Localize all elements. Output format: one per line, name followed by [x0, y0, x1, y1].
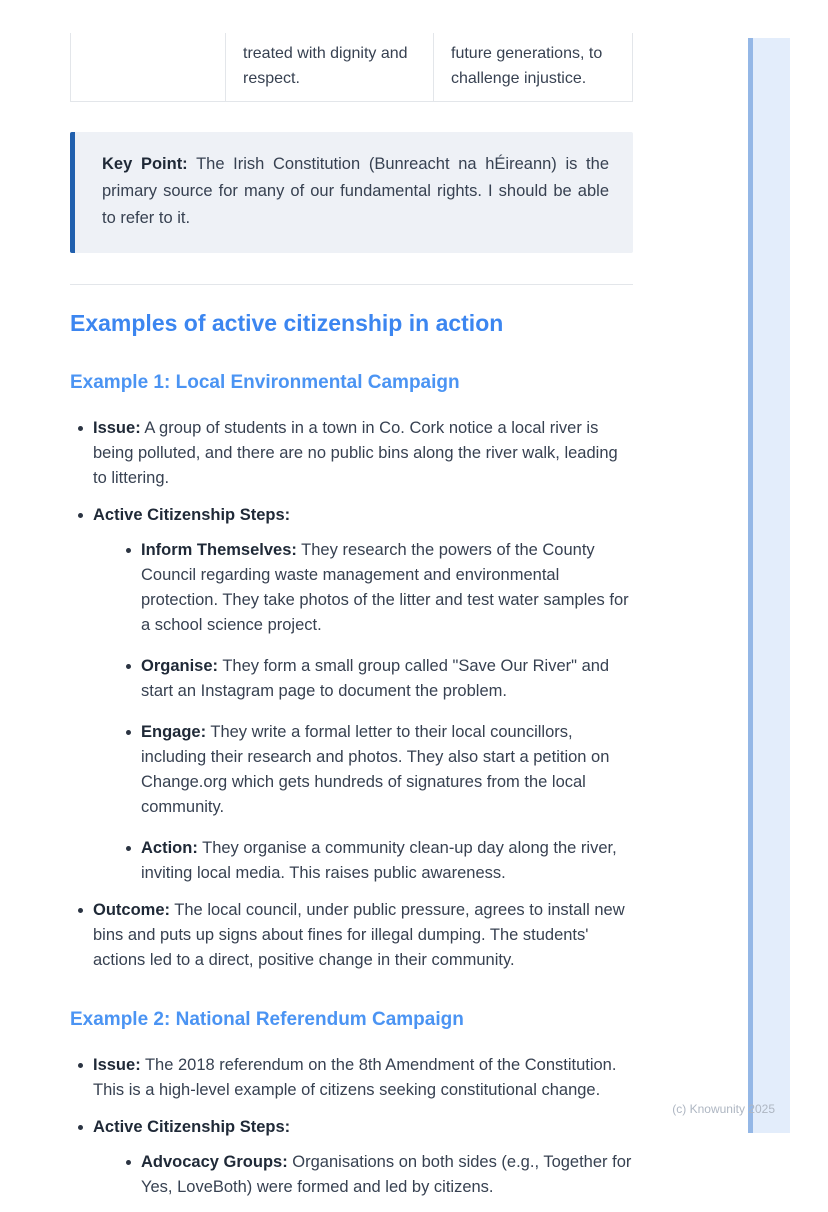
list-item-action: [118, 836, 633, 886]
example1-list: [70, 416, 633, 973]
table-fragment-row: [70, 33, 633, 102]
key-point-label: Key Point:: [102, 155, 188, 173]
list-item-advocacy: [118, 1150, 633, 1200]
list-item-text: A group of students in a town in Co. Cork notice a local river is being polluted, and there are no public bins along the river walk, leading to littering.: [93, 419, 618, 487]
example2-list: [70, 1053, 633, 1200]
list-item-text: They form a small group called "Save Our River" and start an Instagram page to document the problem.: [141, 657, 610, 700]
list-item-text: They research the powers of the County Council regarding waste management and environmental protection. They take photos of the litter and test water samples for a school science project.: [141, 541, 629, 634]
list-item-label: Engage:: [141, 723, 207, 741]
list-item-outcome: [70, 898, 633, 973]
list-item-text: The local council, under public pressure, agrees to install new bins and puts up signs about fines for illegal dumping. The students' actions led to a direct, positive change in their community.: [93, 901, 625, 969]
document-content: [70, 33, 633, 1212]
list-item-label: Issue:: [93, 1056, 141, 1074]
example1-steps-sublist: [118, 538, 633, 886]
list-item-text: The 2018 referendum on the 8th Amendment of the Constitution. This is a high-level example of citizens seeking constitutional change.: [93, 1056, 617, 1099]
table-cell-dignity: treated with dignity and respect.: [225, 33, 433, 101]
example2-steps-sublist: [118, 1150, 633, 1200]
list-item-inform: [118, 538, 633, 638]
list-item-text: They write a formal letter to their local councillors, including their research and photos. They also start a petition on Change.org which gets hundreds of signatures from the local community.: [141, 723, 610, 816]
key-point-callout: [70, 132, 633, 253]
list-item-label: Organise:: [141, 657, 219, 675]
list-item-issue: [70, 416, 633, 491]
table-cell-future: future generations, to challenge injustice.: [433, 33, 633, 101]
list-item-label: Outcome:: [93, 901, 171, 919]
list-item-text: They organise a community clean-up day along the river, inviting local media. This raises public awareness.: [141, 839, 617, 882]
list-item-label: Inform Themselves:: [141, 541, 297, 559]
list-item-label: Action:: [141, 839, 198, 857]
list-item-label: Issue:: [93, 419, 141, 437]
list-item-issue: [70, 1053, 633, 1103]
section-heading: Examples of active citizenship in action: [70, 310, 504, 336]
list-item-label: Advocacy Groups:: [141, 1153, 288, 1171]
copyright-watermark: (c) Knowunity 2025: [672, 1102, 775, 1116]
list-item-engage: [118, 720, 633, 820]
section-divider: [70, 284, 633, 285]
list-item-label: Active Citizenship Steps:: [93, 506, 291, 524]
example1-heading: Example 1: Local Environmental Campaign: [70, 372, 460, 393]
list-item-text: Organisations on both sides (e.g., Together for Yes, LoveBoth) were formed and led by citizens.: [141, 1153, 632, 1196]
list-item-label: Active Citizenship Steps:: [93, 1118, 291, 1136]
list-item-steps: [70, 1115, 633, 1200]
list-item-organise: [118, 654, 633, 704]
key-point-text: The Irish Constitution (Bunreacht na hÉireann) is the primary source for many of our fundamental rights. I should be able to refer to it.: [102, 155, 609, 227]
page-edge-scroll-strip[interactable]: [748, 38, 790, 1133]
table-cell-empty: [70, 33, 225, 101]
list-item-steps: [70, 503, 633, 886]
example2-heading: Example 2: National Referendum Campaign: [70, 1009, 464, 1030]
